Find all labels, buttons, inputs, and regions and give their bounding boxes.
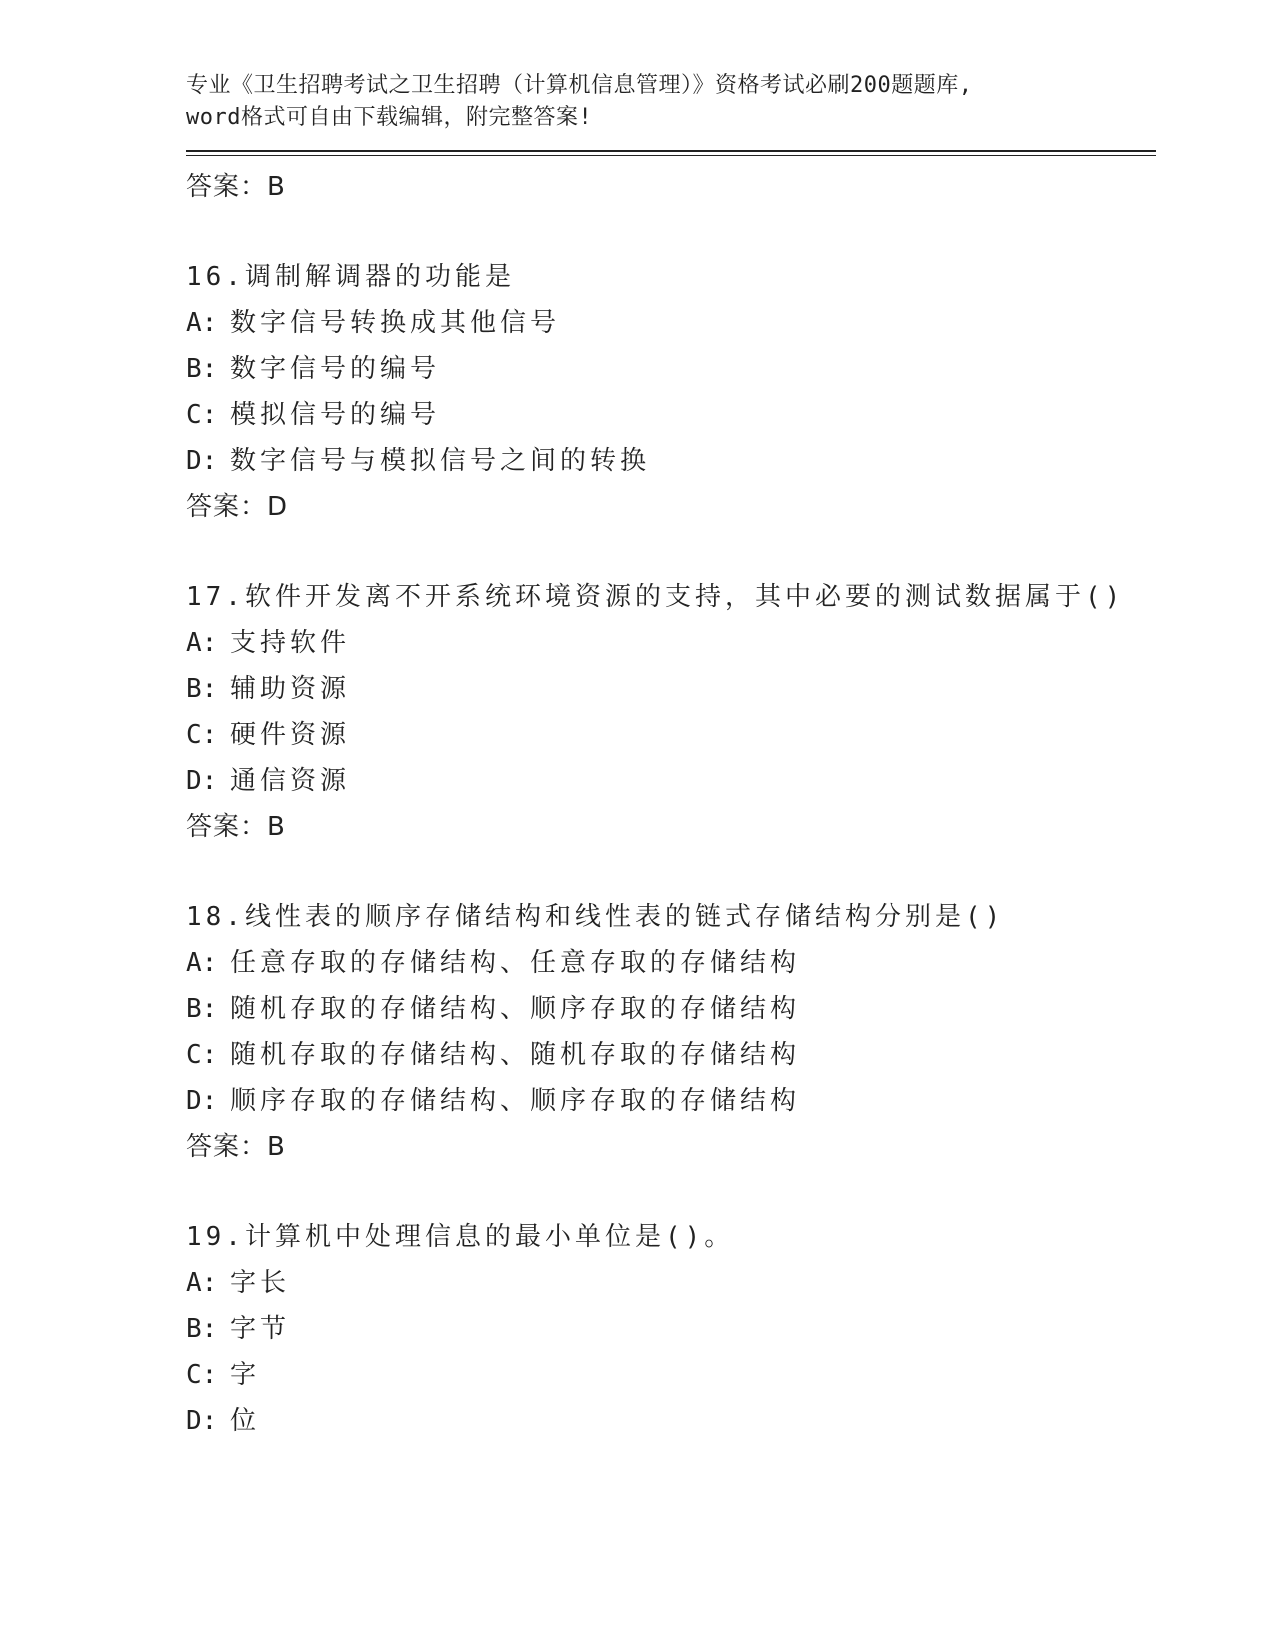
document-page <box>186 70 1156 1444</box>
option-text: 辅助资源 <box>230 674 351 704</box>
question-text: 19.计算机中处理信息的最小单位是()。 <box>186 1222 735 1252</box>
option-d <box>186 758 1156 804</box>
question-text: 16.调制解调器的功能是 <box>186 262 515 292</box>
option-text: 顺序存取的存储结构、顺序存取的存储结构 <box>230 1086 801 1116</box>
option-text: 数字信号转换成其他信号 <box>230 308 561 338</box>
option-b <box>186 346 1156 392</box>
option-c <box>186 1032 1156 1078</box>
option-d <box>186 438 1156 484</box>
question-text: 18.线性表的顺序存储结构和线性表的链式存储结构分别是() <box>186 902 1005 932</box>
option-d <box>186 1078 1156 1124</box>
question-16 <box>186 254 1156 530</box>
option-b <box>186 666 1156 712</box>
option-label: B: <box>186 354 218 384</box>
option-text: 字长 <box>230 1268 291 1298</box>
option-label: A: <box>186 1268 218 1298</box>
option-c <box>186 712 1156 758</box>
document-header-line-1: 专业《卫生招聘考试之卫生招聘（计算机信息管理）》资格考试必刷200题题库, <box>186 73 973 98</box>
option-label: B: <box>186 1314 218 1344</box>
option-label: C: <box>186 400 218 430</box>
option-b <box>186 1306 1156 1352</box>
option-text: 通信资源 <box>230 766 351 796</box>
option-a <box>186 620 1156 666</box>
answer-q16: 答案：D <box>186 492 289 522</box>
answer-q18: 答案：B <box>186 1132 286 1162</box>
document-header-line-2: word格式可自由下载编辑，附完整答案! <box>186 105 593 130</box>
option-label: D: <box>186 446 218 476</box>
option-label: C: <box>186 1040 218 1070</box>
question-17 <box>186 574 1156 850</box>
answer-q15: 答案：B <box>186 172 286 202</box>
option-text: 数字信号的编号 <box>230 354 441 384</box>
option-label: C: <box>186 1360 218 1390</box>
answer-q17: 答案：B <box>186 812 286 842</box>
option-label: A: <box>186 628 218 658</box>
option-text: 任意存取的存储结构、任意存取的存储结构 <box>230 948 801 978</box>
option-c <box>186 1352 1156 1398</box>
question-19 <box>186 1214 1156 1444</box>
option-text: 硬件资源 <box>230 720 351 750</box>
header-divider <box>186 150 1156 156</box>
option-text: 模拟信号的编号 <box>230 400 441 430</box>
question-18 <box>186 894 1156 1170</box>
option-text: 随机存取的存储结构、随机存取的存储结构 <box>230 1040 801 1070</box>
option-label: C: <box>186 720 218 750</box>
option-a <box>186 1260 1156 1306</box>
option-text: 数字信号与模拟信号之间的转换 <box>230 446 651 476</box>
option-d <box>186 1398 1156 1444</box>
option-text: 支持软件 <box>230 628 351 658</box>
option-text: 位 <box>230 1406 261 1436</box>
option-a <box>186 300 1156 346</box>
option-text: 字节 <box>230 1314 291 1344</box>
option-label: B: <box>186 674 218 704</box>
option-label: D: <box>186 1086 218 1116</box>
option-label: D: <box>186 766 218 796</box>
option-text: 随机存取的存储结构、顺序存取的存储结构 <box>230 994 801 1024</box>
option-label: B: <box>186 994 218 1024</box>
option-label: A: <box>186 948 218 978</box>
option-c <box>186 392 1156 438</box>
option-label: A: <box>186 308 218 338</box>
option-label: D: <box>186 1406 218 1436</box>
option-a <box>186 940 1156 986</box>
question-text: 17.软件开发离不开系统环境资源的支持，其中必要的测试数据属于() <box>186 582 1125 612</box>
option-text: 字 <box>230 1360 261 1390</box>
option-b <box>186 986 1156 1032</box>
